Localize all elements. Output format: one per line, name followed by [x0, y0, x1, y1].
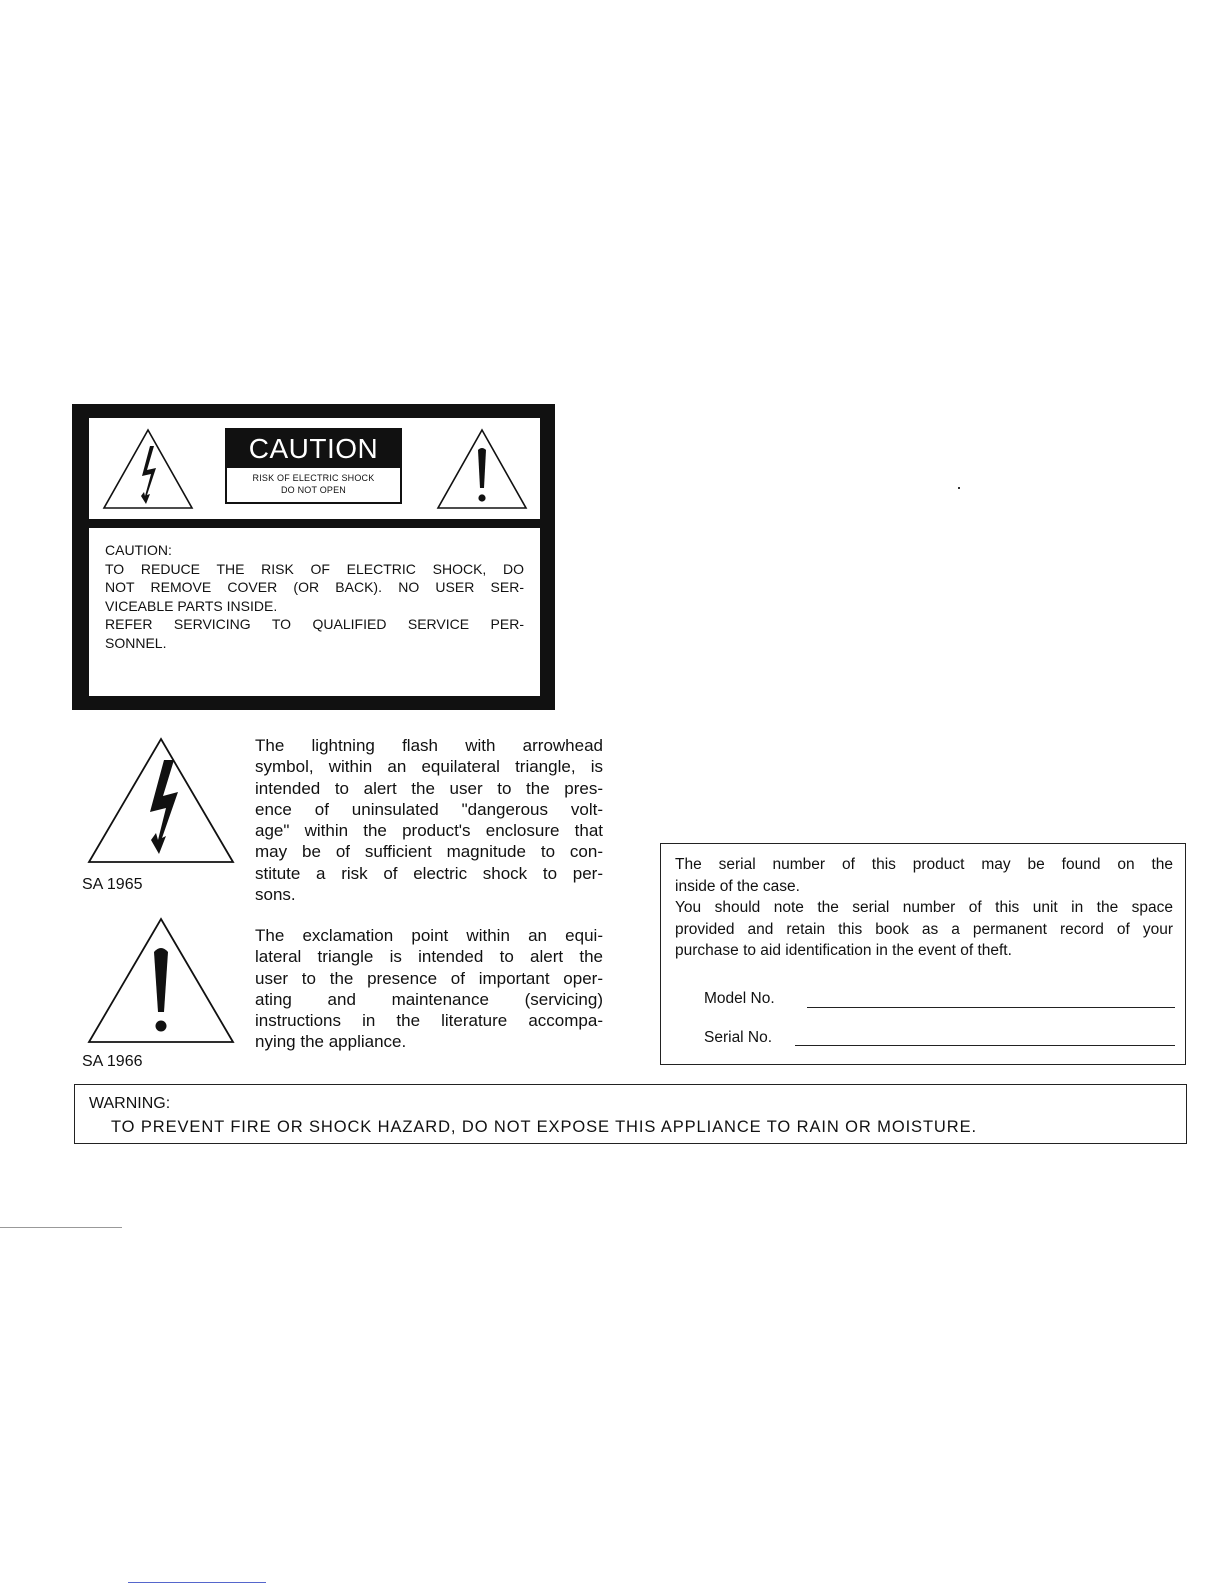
lightning-warning-icon [100, 426, 196, 512]
lightning-description-line: may be of sufficient magnitude to con- [255, 842, 603, 862]
exclamation-description-line: user to the presence of important oper- [255, 968, 603, 988]
lightning-description-line: The lightning flash with arrowhead [255, 736, 603, 755]
caution-body-line: REFER SERVICING TO QUALIFIED SERVICE PER- [105, 616, 524, 632]
exclamation-triangle-icon [86, 916, 236, 1046]
lightning-symbol-description [255, 735, 603, 905]
serial-info-line: inside of the case. [675, 877, 800, 895]
caution-body-line: VICEABLE PARTS INSIDE. [105, 597, 278, 614]
caution-plate-line-2: DO NOT OPEN [280, 485, 347, 495]
serial-info-line: You should note the serial number of this unit in the space [675, 899, 1173, 916]
warning-box [74, 1084, 1187, 1144]
caution-label-header [89, 418, 540, 519]
lightning-symbol-code: SA 1965 [82, 876, 143, 893]
warning-text: TO PREVENT FIRE OR SHOCK HAZARD, DO NOT EXPOSE THIS APPLIANCE TO RAIN OR MOISTURE. [111, 1118, 977, 1136]
serial-info-line: purchase to aid identification in the event of theft. [675, 942, 1012, 959]
footer-rule [128, 1582, 266, 1583]
lightning-description-line: stitute a risk of electric shock to per- [255, 863, 603, 883]
warning-title: WARNING: [89, 1095, 171, 1112]
exclamation-description-line: lateral triangle is intended to alert the [255, 947, 603, 967]
lightning-description-line: ence of uninsulated "dangerous volt- [255, 799, 603, 819]
exclamation-description-line: instructions in the literature accompa- [255, 1011, 603, 1031]
model-number-label: Model No. [704, 990, 775, 1007]
exclamation-symbol-description [255, 925, 603, 1053]
serial-info-line: The serial number of this product may be found on the [675, 856, 1173, 873]
lightning-description-line: age" within the product's enclosure that [255, 821, 603, 841]
scan-speck [958, 487, 960, 489]
lightning-description-line: intended to alert the user to the pres- [255, 778, 603, 798]
serial-number-box [660, 843, 1186, 1065]
caution-body-line: TO REDUCE THE RISK OF ELECTRIC SHOCK, DO [105, 560, 524, 577]
lightning-triangle-icon [86, 736, 236, 866]
serial-number-field[interactable] [795, 1045, 1175, 1046]
caution-plate [225, 428, 402, 504]
exclamation-description-line: nying the appliance. [255, 1032, 407, 1052]
exclamation-warning-icon [434, 426, 530, 512]
caution-label [72, 404, 555, 710]
margin-rule [0, 1227, 122, 1228]
caution-body-line: CAUTION: [105, 542, 172, 558]
lightning-description-line: sons. [255, 885, 296, 905]
lightning-description-line: symbol, within an equilateral triangle, is [255, 757, 603, 777]
model-number-field[interactable] [807, 1007, 1175, 1008]
serial-number-label: Serial No. [704, 1029, 773, 1046]
caution-body-line: SONNEL. [105, 634, 167, 651]
caution-body-line: NOT REMOVE COVER (OR BACK). NO USER SER- [105, 579, 524, 595]
caution-plate-title: CAUTION [227, 430, 400, 468]
serial-info-line: provided and retain this book as a permanent record of your [675, 920, 1173, 938]
exclamation-symbol-code: SA 1966 [82, 1053, 143, 1070]
caution-plate-line-1: RISK OF ELECTRIC SHOCK [252, 473, 375, 483]
caution-label-body [89, 528, 540, 696]
exclamation-description-line: The exclamation point within an equi- [255, 926, 603, 945]
exclamation-description-line: ating and maintenance (servicing) [255, 989, 603, 1009]
